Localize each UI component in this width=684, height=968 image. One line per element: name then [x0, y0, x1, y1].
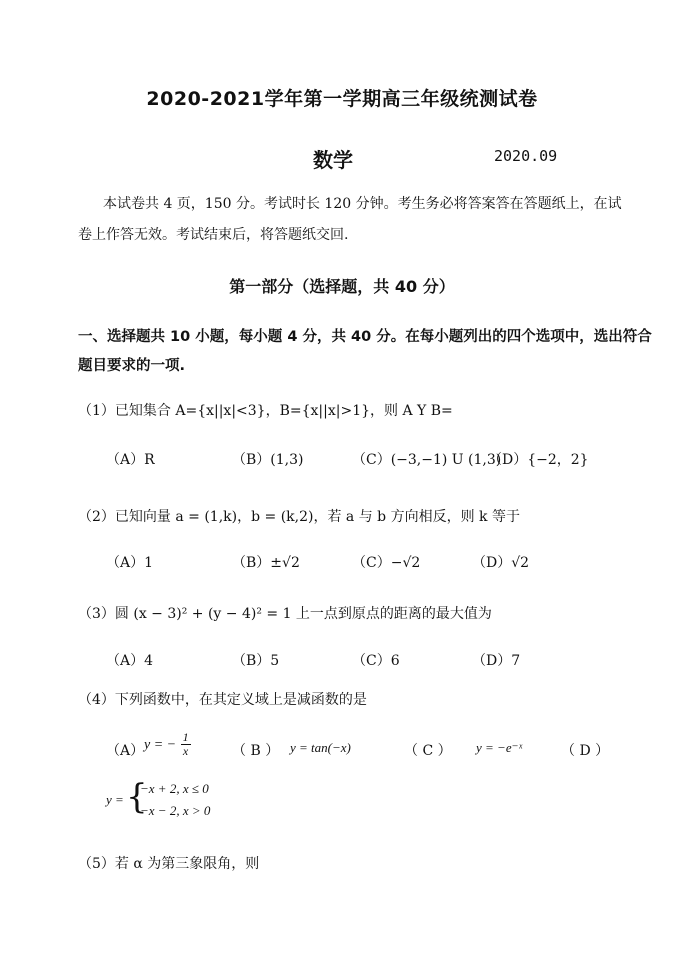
intro-line-1: 本试卷共 4 页，150 分。考试时长 120 分钟。考生务必将答案答在答题纸上，在试	[103, 196, 622, 212]
question-stem: （4）下列函数中，在其定义域上是减函数的是	[78, 692, 367, 708]
exam-date: 2020.09	[494, 147, 558, 165]
option-d: （D）√2	[472, 555, 530, 571]
question-stem: （2）已知向量 a = (1,k)，b = (k,2)，若 a 与 b 方向相反，则 k 等于	[78, 509, 520, 525]
option-a: （A）R	[106, 452, 155, 468]
option-c: （ C ）	[404, 743, 452, 759]
option-c: （C）(−3,−1) U (1,3)	[352, 452, 502, 468]
piecewise-case-1: −x + 2, x ≤ 0	[140, 781, 209, 796]
option-b: （B）±√2	[232, 555, 300, 571]
option-a: （A）1	[106, 555, 154, 571]
question-stem: （1）已知集合 A={x||x|<3}，B={x||x|>1}，则 A Y B=	[78, 403, 453, 419]
option-d: （D）{−2，2}	[488, 452, 589, 468]
option-c: （C）−√2	[352, 555, 421, 571]
fraction	[181, 731, 191, 758]
option-d: （ D ）	[561, 743, 610, 759]
option-a: （A）	[106, 743, 145, 759]
subject-title: 数学	[313, 148, 353, 172]
option-c-formula: y = −e⁻ˣ	[476, 740, 523, 755]
piecewise-case-2: −x − 2, x > 0	[140, 803, 211, 818]
option-b: （ B ）	[232, 743, 280, 759]
option-b-formula: y = tan(−x)	[290, 740, 351, 755]
part-title: 第一部分（选择题，共 40 分）	[229, 277, 455, 296]
option-b: （B）(1,3)	[232, 452, 304, 468]
question-stem: （5）若 α 为第三象限角，则	[78, 856, 260, 872]
exam-title: 2020-2021学年第一学期高三年级统测试卷	[146, 88, 538, 110]
formula-lhs: y = −	[144, 737, 177, 753]
fraction-denominator: x	[182, 744, 189, 759]
option-d: （D）7	[472, 653, 521, 669]
option-d-lhs: y =	[106, 792, 124, 807]
option-a-formula	[144, 731, 191, 758]
section-line-1: 一、选择题共 10 小题，每小题 4 分，共 40 分。在每小题列出的四个选项中，选出符合	[78, 329, 652, 345]
option-b: （B）5	[232, 653, 280, 669]
piecewise-brace: {	[126, 777, 148, 817]
option-c: （C）6	[352, 653, 400, 669]
intro-line-2: 卷上作答无效。考试结束后，将答题纸交回.	[78, 227, 349, 243]
fraction-numerator: 1	[182, 730, 189, 744]
section-line-2: 题目要求的一项.	[78, 358, 186, 374]
option-a: （A）4	[106, 653, 154, 669]
question-stem: （3）圆 (x − 3)² + (y − 4)² = 1 上一点到原点的距离的最大值为	[78, 606, 492, 622]
